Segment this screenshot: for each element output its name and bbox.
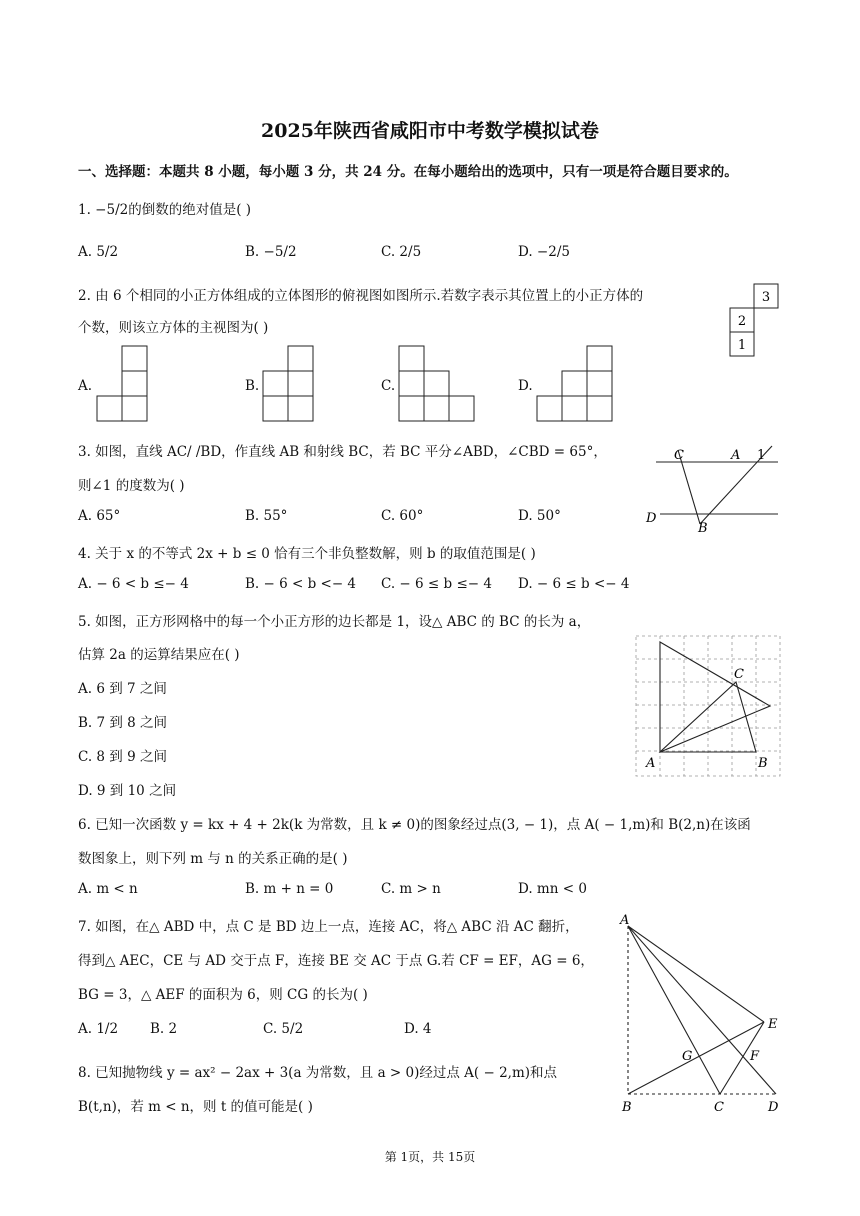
q7-option-b: B. 2: [150, 1021, 178, 1037]
q7-option-d: D. 4: [404, 1021, 432, 1037]
q5-option-d: D. 9 到 10 之间: [78, 783, 177, 799]
label-d: D: [768, 1100, 779, 1115]
label-c: C: [714, 1100, 724, 1115]
q7-option-a: A. 1/2: [78, 1021, 119, 1037]
label-f: F: [750, 1049, 760, 1064]
q7-line2: 得到△ AEC，CE 与 AD 交于点 F，连接 BE 交 AC 于点 G.若 CF = EF，AG = 6，: [78, 953, 594, 969]
q3-option-b: B. 55°: [245, 508, 288, 524]
q5-option-a: A. 6 到 7 之间: [78, 681, 167, 697]
q7-line3: BG = 3，△ AEF 的面积为 6，则 CG 的长为( ): [78, 987, 368, 1003]
q2-option-a-figure: [96, 344, 152, 424]
q8-line2: B(t,n)，若 m < n，则 t 的值可能是( ): [78, 1099, 313, 1115]
label-d: D: [646, 511, 657, 526]
label-b: B: [622, 1100, 632, 1115]
q1-stem: 1. −5/2的倒数的绝对值是( ): [78, 202, 252, 218]
q6-option-c: C. m > n: [381, 881, 441, 897]
label-c: C: [674, 448, 684, 463]
q4-option-c: C. − 6 ≤ b ≤− 4: [381, 576, 492, 592]
q5-option-b: B. 7 到 8 之间: [78, 715, 168, 731]
q6-line2: 数图象上，则下列 m 与 n 的关系正确的是( ): [78, 851, 348, 867]
q6-option-a: A. m < n: [78, 881, 138, 897]
q2-option-b-figure: [262, 344, 318, 424]
grid-number-1: 1: [737, 338, 747, 353]
q5-option-c: C. 8 到 9 之间: [78, 749, 167, 765]
q6-option-b: B. m + n = 0: [245, 881, 334, 897]
q3-line1: 3. 如图，直线 AC/ /BD，作直线 AB 和射线 BC，若 BC 平分∠ABD，∠CBD = 65°，: [78, 444, 607, 460]
q2-option-d: D.: [518, 378, 533, 394]
q2-option-d-figure: [536, 344, 616, 424]
page-title: 2025年陕西省咸阳市中考数学模拟试卷: [261, 120, 599, 142]
q6-line1: 6. 已知一次函数 y = kx + 4 + 2k(k 为常数，且 k ≠ 0)的图象经过点(3, − 1)，点 A( − 1,m)和 B(2,n)在该函: [78, 817, 751, 833]
label-c: C: [734, 667, 744, 682]
section-heading: 一、选择题：本题共 8 小题，每小题 3 分，共 24 分。在每小题给出的选项中，只有一项是符合题目要求的。: [78, 164, 738, 180]
q3-option-a: A. 65°: [78, 508, 121, 524]
q2-option-a: A.: [78, 378, 93, 394]
label-a: A: [731, 448, 741, 463]
q2-option-c: C.: [381, 378, 396, 394]
label-b: B: [758, 756, 768, 771]
q1-option-b: B. −5/2: [245, 244, 297, 260]
q3-option-c: C. 60°: [381, 508, 424, 524]
q4-option-d: D. − 6 ≤ b <− 4: [518, 576, 630, 592]
q2-top-view-figure: [726, 282, 782, 360]
page-footer: 第 1页，共 15页: [384, 1150, 476, 1164]
q2-line1: 2. 由 6 个相同的小正方体组成的立体图形的俯视图如图所示.若数字表示其位置上的小正方体的: [78, 288, 644, 304]
grid-number-2: 2: [737, 314, 747, 329]
label-b: B: [698, 521, 708, 536]
q7-fold-triangle-figure: [618, 912, 788, 1118]
q2-line2: 个数，则该立方体的主视图为( ): [78, 320, 269, 336]
q1-option-a: A. 5/2: [78, 244, 119, 260]
q7-option-c: C. 5/2: [263, 1021, 304, 1037]
label-a: A: [620, 913, 630, 928]
q2-option-c-figure: [398, 344, 478, 424]
q4-option-b: B. − 6 < b <− 4: [245, 576, 357, 592]
q7-line1: 7. 如图，在△ ABD 中，点 C 是 BD 边上一点，连接 AC，将△ ABC 沿 AC 翻折，: [78, 919, 579, 935]
label-g: G: [682, 1049, 693, 1064]
label-a: A: [646, 756, 656, 771]
q5-line1: 5. 如图，正方形网格中的每一个小正方形的边长都是 1，设△ ABC 的 BC 的长为 a，: [78, 614, 591, 630]
q4-option-a: A. − 6 < b ≤− 4: [78, 576, 189, 592]
grid-number-3: 3: [761, 290, 771, 305]
q6-option-d: D. mn < 0: [518, 881, 587, 897]
q3-option-d: D. 50°: [518, 508, 561, 524]
q4-stem: 4. 关于 x 的不等式 2x + b ≤ 0 恰有三个非负整数解，则 b 的取值范围是( ): [78, 546, 536, 562]
q8-line1: 8. 已知抛物线 y = ax² − 2ax + 3(a 为常数，且 a > 0)经过点 A( − 2,m)和点: [78, 1065, 558, 1081]
q3-parallel-lines-figure: [644, 442, 784, 536]
q2-option-b: B.: [245, 378, 260, 394]
q1-option-c: C. 2/5: [381, 244, 422, 260]
q5-line2: 估算 2a 的运算结果应在( ): [78, 647, 240, 663]
q1-option-d: D. −2/5: [518, 244, 570, 260]
q3-line2: 则∠1 的度数为( ): [78, 478, 185, 494]
q5-grid-triangle-figure: [634, 634, 784, 778]
angle-1-label: 1: [757, 448, 766, 463]
label-e: E: [768, 1017, 778, 1032]
